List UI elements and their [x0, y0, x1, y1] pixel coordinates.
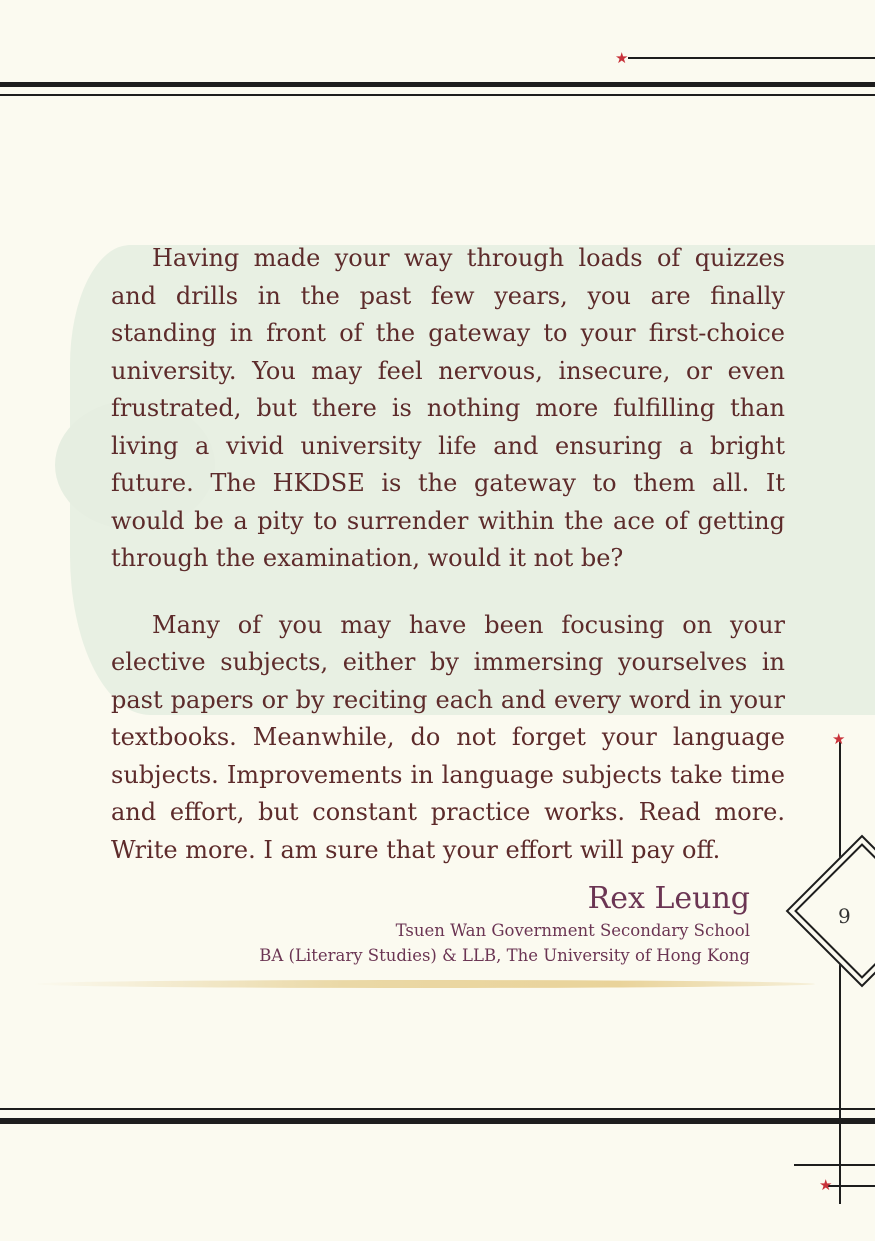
author-school: Tsuen Wan Government Secondary School: [395, 921, 750, 940]
bottom-short-rule-2: [826, 1185, 875, 1187]
star-icon: ★: [832, 730, 846, 748]
star-icon: ★: [819, 1176, 833, 1194]
author-block: [259, 880, 750, 968]
bottom-short-rule: [794, 1164, 875, 1166]
vertical-rule: [839, 742, 841, 1204]
top-thin-rule: [0, 94, 875, 96]
article-body: [111, 240, 785, 869]
top-thick-rule: [0, 82, 875, 87]
gold-brush-divider: [30, 980, 815, 988]
bottom-thick-rule: [0, 1118, 875, 1124]
top-short-rule: [628, 57, 875, 59]
author-degree: BA (Literary Studies) & LLB, The University of Hong Kong: [259, 946, 750, 965]
page-number: 9: [838, 904, 851, 928]
paragraph-1: Having made your way through loads of quizzes and drills in the past few years, you are finally standing in front of the gateway to your first-choice university. You may feel nervous, insecure, or even frustrated, but there is nothing more fulfilling than living a vivid university life and ensuring a bright future. The HKDSE is the gateway to them all. It would be a pity to surrender within the ace of getting through the examination, would it not be?: [111, 244, 785, 572]
author-name: Rex Leung: [587, 881, 750, 916]
bottom-thin-rule: [0, 1108, 875, 1110]
star-icon: ★: [615, 49, 629, 67]
paragraph-2: Many of you may have been focusing on your elective subjects, either by immersing yourselves in past papers or by reciting each and every word in your textbooks. Meanwhile, do not forget your language subjects. Improvements in language subjects take time and effort, but constant practice works. Read more. Write more. I am sure that your effort will pay off.: [111, 610, 785, 864]
